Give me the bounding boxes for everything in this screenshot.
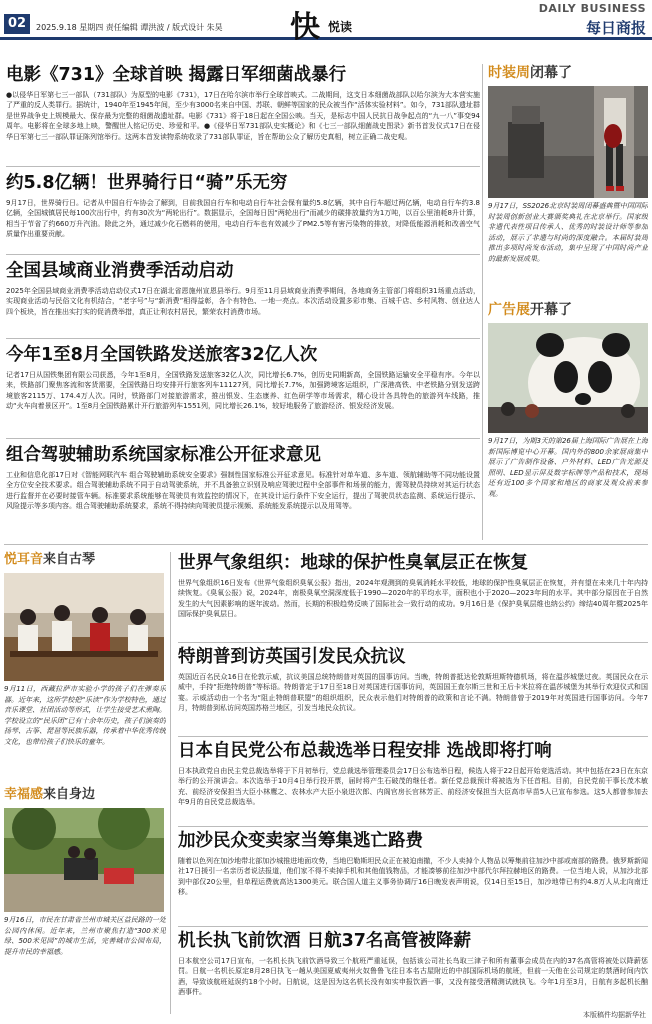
article-title: 电影《731》全球首映 揭露日军细菌战暴行 bbox=[6, 65, 347, 85]
article-title: 组合驾驶辅助系统国家标准公开征求意见 bbox=[6, 445, 321, 465]
photo-caption: 9月17日，SS2026北京时装周闭幕盛典暨中国国际时装周创新创业大赛颁奖典礼在北京举行。国家级非遗代表性项目传承人、优秀的时装设计师等参加活动，展示了非遗与时尚的深度融合。本届时装周推出多项时尚发布活动，集中呈现了中国时尚产业的最新发展成果。 bbox=[488, 202, 648, 263]
article-ldp-election bbox=[178, 740, 648, 820]
fashion-week-photo bbox=[488, 86, 648, 198]
article-title: 约5.8亿辆！世界骑行日“骑”乐无穷 bbox=[6, 173, 288, 193]
photo-section-title: 时装周闭幕了 bbox=[488, 65, 572, 81]
paper-name-cn: 每日商报 bbox=[585, 19, 646, 37]
right-sidebar bbox=[488, 64, 648, 528]
article-body: 工业和信息化部17日对《智能网联汽车 组合驾驶辅助系统安全要求》强制性国家标准公开征求意见。标准针对单车道、多车道、领航辅助等不同功能设置全方位安全技术要求。组合驾驶辅助系统不同于自动驾驶系统，并不具备独立识别及响应驾驶过程中全部事件和场景的能力，需驾驶员持续对其运行状态进行监督并在必要时接管车辆。标准要求系统能够在驾驶员有效监控的情况下，在其设计运行条件下安全运行，提出了驾驶员状态监测、系统运行提示、风险提示等多项内容。组合驾驶辅助系统要求，系统不得持续向驾驶员提示视频、系统能发系统提示以及用驾等。 bbox=[6, 471, 480, 511]
article-title: 全国县域商业消费季活动启动 bbox=[6, 261, 234, 281]
article-body: 世界气象组织16日发布《世界气象组织臭氧公报》指出，2024年观测到的臭氧消耗水平较低，地球的保护性臭氧层正在恢复，并有望在未来几十年内持续恢复。《臭氧公报》说，2024年，南极臭氧空洞深度低于1990—2020年的平均水平，面积也小于2020—2023年间的水平。其中部分原因在于自然发生的大气因素影响的逐年波动。然而，长期的积极趋势反映了国际社会一致行动的成功。9月16日是《保护臭氧层维也纳公约》缔结40周年暨2025年国际保护臭氧层日。 bbox=[178, 579, 648, 619]
column-divider bbox=[170, 552, 171, 1014]
article-body: 日本航空公司17日宣布，一名机长执飞前饮酒导致三个航班严重延误，包括该公司社长鸟取三津子和所有董事会成员在内的37名高管将被处以降薪惩罚。日航一名机长原定8月28日执飞一趟从美国夏威夷州火奴鲁鲁飞往日本名古屋附近的中部国际机场的航班，但前一天他在公司规定的禁酒时间内饮酒，导致该航班延误约18个小时。日航说，这是因为这名机长没有如实申报饮酒一事，又没有接受酒精测试就执飞。今年1月至3月，日航有多起机长酗酒事件。 bbox=[178, 957, 648, 997]
article-body: 日本执政党自由民主党总裁选举将于下月初举行，党总裁选举管理委员会17日公布选举日程，候选人将于22日起开始竞选活动。其中包括在23日在东京举行的公开演讲会。本次选举于10月4日举行投开票，届时将产生石破茂的继任者。新任党总裁预计将被选为下任首相。目前，自民党前干事长茂木敏充、前经济安保担当大臣小林鹰之、农林水产大臣小泉进次郎、内阁官房长官林芳正、前经济安保担当大臣高市早苗5人已宣布参选。这5人都曾参加去年9月的自民党总裁选举。 bbox=[178, 767, 648, 807]
article-body: 英国近百名民众16日在伦敦示威，抗议美国总统特朗普对英国的国事访问。当晚，特朗普抵达伦敦斯坦斯特德机场，将在温莎城堡过夜。英国民众在示威中，手持“拒绝特朗普”等标语。特朗普定于17日至18日对英国进行国事访问，英国国王查尔斯三世和王后卡米拉将在温莎城堡为其举行欢迎仪式和国宴。示威活动由一个名为“阻止特朗普联盟”的组织组织，民众表示他们对特朗普的政策和言论不满。特朗普曾于2019年对英国进行国事访问。今年7月，特朗普到私访问英国苏格兰地区，引发当地民众抗议。 bbox=[178, 673, 648, 713]
article-title: 今年1至8月全国铁路发送旅客32亿人次 bbox=[6, 345, 318, 365]
article-trump-uk bbox=[178, 646, 648, 736]
divider bbox=[6, 166, 480, 167]
date-line: 2025.9.18 星期四 责任编辑 谭洪波 / 版式设计 朱昊 bbox=[36, 23, 223, 32]
article-title: 世界气象组织：地球的保护性臭氧层正在恢复 bbox=[178, 553, 528, 573]
column-divider bbox=[482, 64, 483, 540]
article-county-commerce bbox=[6, 260, 480, 328]
article-cycling bbox=[6, 172, 480, 250]
divider bbox=[178, 826, 648, 827]
article-body: 随着以色列在加沙地带北部加沙城推进地面攻势，当地巴勒斯坦民众正在被迫南撤，不少人卖掉个人物品以筹集前往加沙中部或南部的路费。俄罗斯新闻社17日援引一名亲历者说法报道，他们家不得不卖掉手机和其他值钱物品，才能凑够前往加沙中部代尔拜拉赫地区的路费。一位当地人说，从加沙北部到中部仅20公里，但单程运费就高达1300美元。联合国人道主义事务协调厅16日晚发表声明说，仅14日至15日，加沙地带已有约4.8万人从北向南迁移。 bbox=[178, 857, 648, 897]
article-body: 2025年全国县域商业消费季活动启动仪式17日在湖北省恩施州宣恩县举行。9月至11月县域商业消费季期间，各地商务主管部门将组织31场重点活动，实现商业活动与民俗文化有机结合，“老字号”与“新消费”相得益彰，各个有特色、一地一亮点。本次活动设置多彩市集、百城千店、乡村风物、创业达人四个板块，旨在推出实打实的促消费举措，真正让利农村居民，繁荣农村消费市场。 bbox=[6, 287, 480, 316]
divider bbox=[178, 736, 648, 737]
article-title: 机长执飞前饮酒 日航37名高管被降薪 bbox=[178, 931, 471, 951]
ad-expo-panda-photo bbox=[488, 323, 648, 433]
page-number: 02 bbox=[4, 14, 30, 34]
article-jal bbox=[178, 930, 648, 1008]
article-gaza bbox=[178, 830, 648, 920]
section-name: 悦读 bbox=[328, 20, 353, 34]
divider bbox=[4, 544, 648, 545]
masthead bbox=[0, 0, 652, 45]
section-logo bbox=[290, 4, 370, 45]
photo-section-title: 幸福感来自身边 bbox=[4, 787, 96, 802]
divider bbox=[6, 438, 480, 439]
article-title: 日本自民党公布总裁选举日程安排 选战即将打响 bbox=[178, 741, 552, 761]
source-note: 本版稿件均据新华社 bbox=[583, 1011, 646, 1019]
section-char: 快 bbox=[290, 10, 320, 45]
article-body: 9月17日，世界骑行日。记者从中国自行车协会了解到，目前我国自行车和电动自行车社会保有量约5.8亿辆，其中自行车超过两亿辆，电动自行车约3.8亿辆，全国城镇居民每100次出行中，约有30次为“两轮出行”。数据显示，全国每日因“两轮出行”而减少的碳排放量约为1万吨，以百公里油耗8升计算，相当于节省了约660万升汽油。除此之外，通过减少化石燃料的使用，电动自行车也有效减少了PM2.5等有害污染物的排放，对降低能源消耗和改善空气质量作出重要贡献。 bbox=[6, 199, 480, 239]
article-title: 特朗普到访英国引发民众抗议 bbox=[178, 647, 406, 667]
photo-section-title: 广告展开幕了 bbox=[488, 302, 572, 318]
article-731 bbox=[6, 64, 480, 154]
article-title: 加沙民众变卖家当筹集逃亡路费 bbox=[178, 831, 423, 851]
divider bbox=[178, 926, 648, 927]
article-ozone bbox=[178, 552, 648, 642]
guqin-students-photo bbox=[4, 573, 164, 681]
divider bbox=[6, 338, 480, 339]
divider bbox=[178, 642, 648, 643]
paper-name-en: DAILY BUSINESS bbox=[538, 2, 646, 15]
left-sidebar bbox=[4, 551, 166, 991]
photo-caption: 9月16日，市民在甘肃省兰州市城关区益民路的一处公园内休闲。近年来，兰州市聚焦打造“300米见绿、500米见园”的城市生活，完善城市公园布局，提升市民的幸福感。 bbox=[4, 916, 166, 956]
article-body: ●以侵华日军第七三一部队（731部队）为原型的电影《731》，17日在哈尔滨市举行全球首映式。二战期间，这支日本细菌战部队以哈尔滨为大本营实施了严重的反人类罪行。据统计，1940年至1945年间，至少有3000名来自中国、苏联、朝鲜等国家的民众被当作“活体实验材料”。如今，731部队遗址群是世界战争史上规模最大、保存最为完整的细菌战遗址群。电影《731》将于18日起在全国公映。当天，是标志中国人民抗日战争起点的“九一八”事变94周年。电影将在全球多地上映，警醒世人铭记历史、珍爱和平。●《侵华日军731部队史实概论》和《七三一部队细菌战史图录》新书首发仪式17日在侵华日军第七三一部队罪证陈列馆举行。这两本首发读物系统收录了731部队罪证，旨在帮助公众了解历史真相，树立正确二战史观。 bbox=[6, 91, 480, 141]
article-body: 记者17日从国铁集团有限公司获悉，今年1至8月，全国铁路发送旅客32亿人次，同比增长6.7%，创历史同期新高，全国铁路运输安全平稳有序。今年以来，铁路部门聚焦客流和客货需要，全国铁路日均安排开行旅客列车11127列，同比增长7.7%，加强跨境客运组织，广深港高铁、中老铁路分别发送跨境旅客2115万、174.4万人次。同时，铁路部门对接旅游需求，推出银发、生态康养、红色研学等市场需求，精心设计各具特色的旅游列车线路，推动“火车向着景区开”。1至8月全国铁路累计开行旅游列车1551列，同比增长26.1%，较好地服务了旅游经济、银发经济发展。 bbox=[6, 371, 480, 411]
article-driving-assist bbox=[6, 444, 480, 534]
photo-caption: 9月17日，为期3天的第26届上海国际广告展在上海新国际博览中心开幕。国内外的800余家展商集中展示了广告制作设备、户外材料、LED广告光源及照明、LED显示屏及数字标牌等产品和技术，现场还有近100多个国家和地区的商家及观众前来参观。 bbox=[488, 437, 648, 498]
divider bbox=[6, 254, 480, 255]
photo-caption: 9月11日，西藏拉萨市实验小学的孩子们在弹奏乐器。近年来，这所学校把“乐读”作为学校特色，通过音乐课堂、社团活动等形式，让学生接受艺术熏陶。学校设立的“民乐团”已有十余年历史，孩子们演奏的扬琴、古筝、琵琶等民族乐器，传承着中华优秀传统文化，也带给孩子们快乐的童年。 bbox=[4, 685, 166, 746]
park-citizens-photo bbox=[4, 808, 164, 912]
photo-section-title: 悦耳音来自古琴 bbox=[4, 552, 96, 567]
article-railway bbox=[6, 344, 480, 434]
